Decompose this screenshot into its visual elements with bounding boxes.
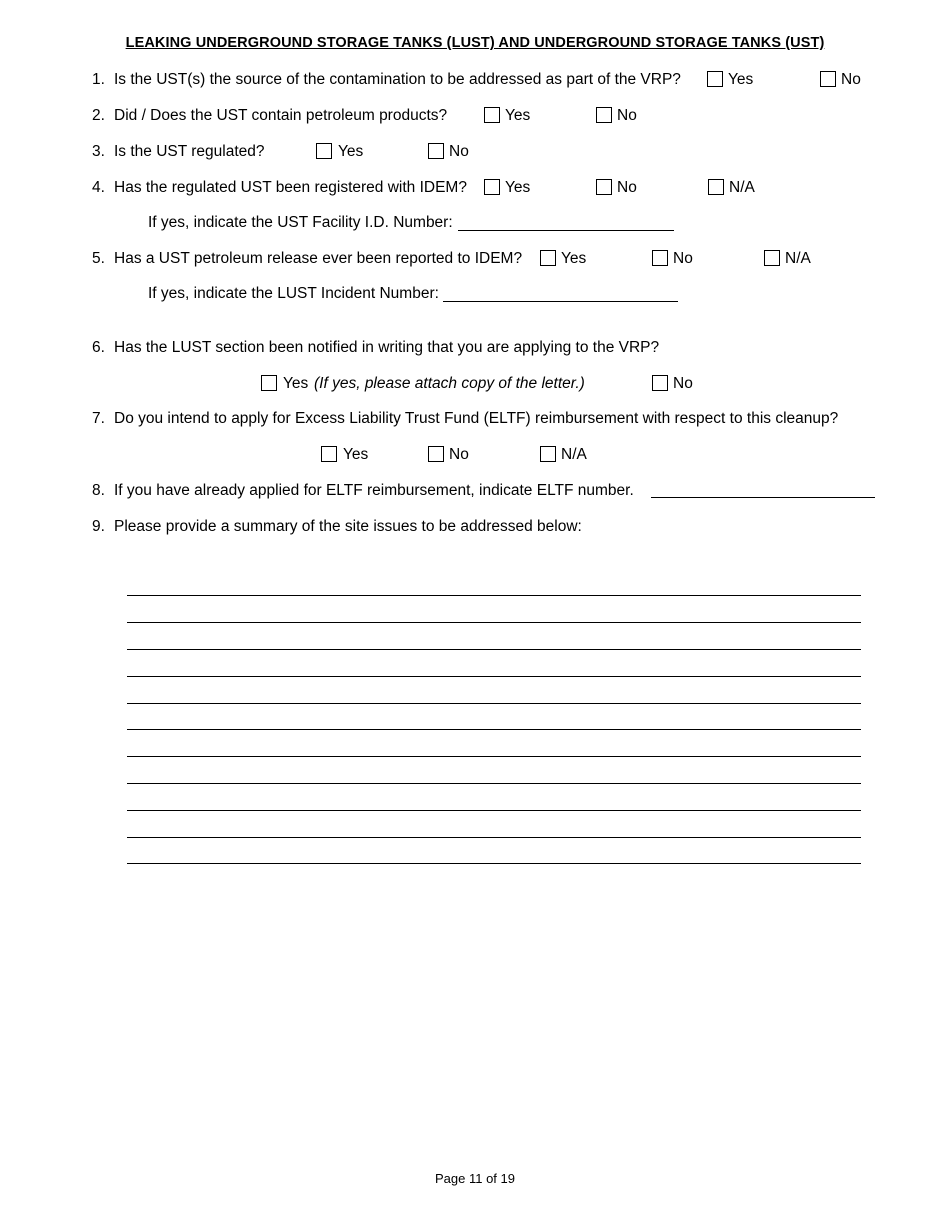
q5-no-label: No <box>673 250 693 267</box>
q4-na-checkbox[interactable] <box>708 179 724 195</box>
q3-yes-checkbox[interactable] <box>316 143 332 159</box>
q6-text: Has the LUST section been notified in writing that you are applying to the VRP? <box>114 339 660 356</box>
q9-number: 9. <box>92 518 105 535</box>
q7-no-checkbox[interactable] <box>428 446 444 462</box>
summary-line[interactable] <box>127 756 861 757</box>
q7-number: 7. <box>92 410 105 427</box>
q4-followup-label: If yes, indicate the UST Facility I.D. Number: <box>148 214 453 231</box>
q3-no-checkbox[interactable] <box>428 143 444 159</box>
summary-line[interactable] <box>127 729 861 730</box>
q4-number: 4. <box>92 179 105 196</box>
q1-yes-checkbox[interactable] <box>707 71 723 87</box>
q4-text: Has the regulated UST been registered with IDEM? <box>114 179 467 196</box>
q5-na-checkbox[interactable] <box>764 250 780 266</box>
q2-yes-label: Yes <box>505 107 531 124</box>
q2-yes-checkbox[interactable] <box>484 107 500 123</box>
section-title: LEAKING UNDERGROUND STORAGE TANKS (LUST) AND UNDERGROUND STORAGE TANKS (UST) <box>125 35 825 51</box>
q4-no-checkbox[interactable] <box>596 179 612 195</box>
q3-number: 3. <box>92 143 105 160</box>
q7-yes-label: Yes <box>343 446 369 463</box>
q4-no-label: No <box>617 179 637 196</box>
summary-line[interactable] <box>127 837 861 838</box>
summary-line[interactable] <box>127 703 861 704</box>
q6-yes-checkbox[interactable] <box>261 375 277 391</box>
q5-no-checkbox[interactable] <box>652 250 668 266</box>
eltf-number-field[interactable] <box>651 497 875 498</box>
q6-no-checkbox[interactable] <box>652 375 668 391</box>
ust-facility-id-field[interactable] <box>458 230 674 231</box>
q7-no-label: No <box>449 446 469 463</box>
q5-yes-checkbox[interactable] <box>540 250 556 266</box>
summary-line[interactable] <box>127 649 861 650</box>
q5-na-label: N/A <box>785 250 811 267</box>
summary-line[interactable] <box>127 595 861 596</box>
q6-no-label: No <box>673 375 693 392</box>
q2-number: 2. <box>92 107 105 124</box>
q7-yes-checkbox[interactable] <box>321 446 337 462</box>
q7-text: Do you intend to apply for Excess Liability Trust Fund (ELTF) reimbursement with respect to this cleanup? <box>114 410 839 427</box>
q4-na-label: N/A <box>729 179 755 196</box>
q4-yes-checkbox[interactable] <box>484 179 500 195</box>
q2-no-checkbox[interactable] <box>596 107 612 123</box>
q1-no-label: No <box>841 71 861 88</box>
summary-line[interactable] <box>127 622 861 623</box>
q8-text: If you have already applied for ELTF reimbursement, indicate ELTF number. <box>114 482 634 499</box>
lust-incident-number-field[interactable] <box>443 301 678 302</box>
summary-line[interactable] <box>127 810 861 811</box>
q5-followup-label: If yes, indicate the LUST Incident Number: <box>148 285 439 302</box>
q5-text: Has a UST petroleum release ever been reported to IDEM? <box>114 250 523 267</box>
q6-yes-note: (If yes, please attach copy of the letter.) <box>314 375 585 392</box>
q6-number: 6. <box>92 339 105 356</box>
q4-yes-label: Yes <box>505 179 531 196</box>
page-number: Page 11 of 19 <box>435 1171 515 1186</box>
q2-text: Did / Does the UST contain petroleum products? <box>114 107 448 124</box>
q3-no-label: No <box>449 143 469 160</box>
q3-yes-label: Yes <box>338 143 364 160</box>
q8-number: 8. <box>92 482 105 499</box>
summary-line[interactable] <box>127 863 861 864</box>
q1-yes-label: Yes <box>728 71 754 88</box>
q1-no-checkbox[interactable] <box>820 71 836 87</box>
q7-na-checkbox[interactable] <box>540 446 556 462</box>
summary-line[interactable] <box>127 783 861 784</box>
q3-text: Is the UST regulated? <box>114 143 265 160</box>
q9-text: Please provide a summary of the site issues to be addressed below: <box>114 518 582 535</box>
summary-line[interactable] <box>127 676 861 677</box>
q1-text: Is the UST(s) the source of the contamination to be addressed as part of the VRP? <box>114 71 681 88</box>
q6-yes-label: Yes <box>283 375 309 392</box>
q5-yes-label: Yes <box>561 250 587 267</box>
q2-no-label: No <box>617 107 637 124</box>
q1-number: 1. <box>92 71 105 88</box>
q5-number: 5. <box>92 250 105 267</box>
q7-na-label: N/A <box>561 446 587 463</box>
